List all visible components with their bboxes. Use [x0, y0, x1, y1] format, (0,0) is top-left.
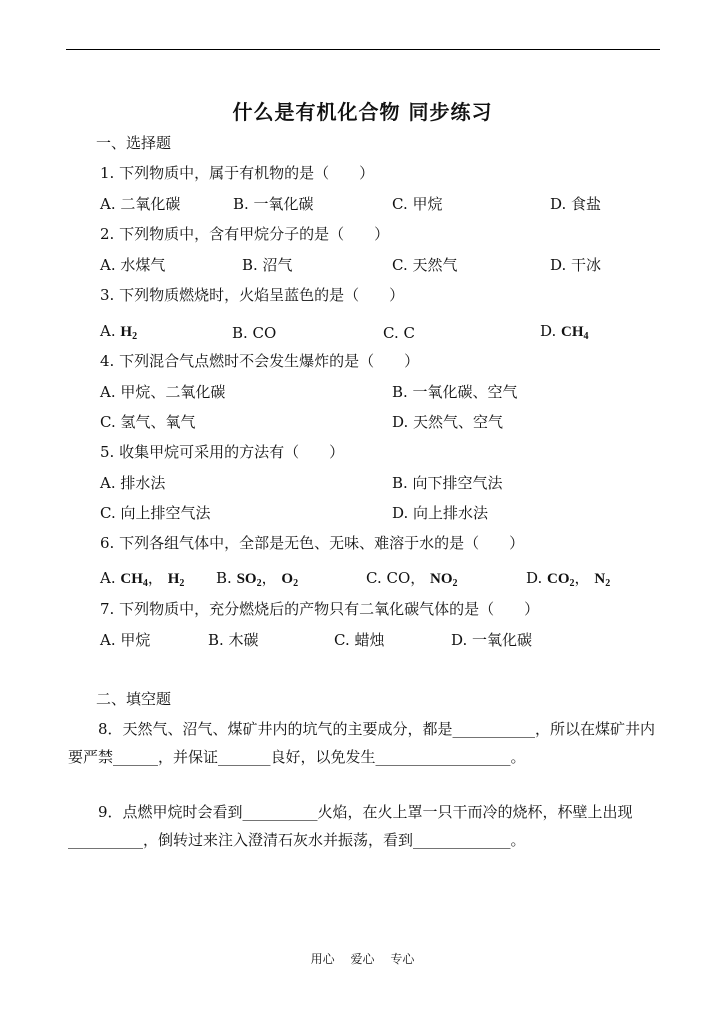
- q5-option-b: B. 向下排空气法: [392, 474, 503, 492]
- q1-option-c: C. 甲烷: [392, 195, 443, 213]
- q3-option-b: B. CO: [232, 324, 277, 342]
- separator: ，: [147, 569, 163, 587]
- q6-option-d-letter: D.: [526, 569, 543, 587]
- q6-option-b-letter: B.: [216, 569, 232, 587]
- section-heading-choice: 一、选择题: [96, 134, 172, 152]
- separator: ，: [261, 569, 277, 587]
- q4-option-d: D. 天然气、空气: [392, 413, 504, 431]
- q5-option-d: D. 向上排水法: [392, 504, 489, 522]
- q1-option-a: A. 二氧化碳: [100, 195, 181, 213]
- q6-option-c: [366, 568, 458, 594]
- q5-option-c: C. 向上排空气法: [100, 504, 211, 522]
- q2-option-c: C. 天然气: [392, 256, 458, 274]
- q4-option-b: B. 一氧化碳、空气: [392, 383, 518, 401]
- formula-o2: $O_2$: [281, 571, 299, 589]
- q4-option-c: C. 氢气、氧气: [100, 413, 196, 431]
- q7-option-b: B. 木碳: [208, 631, 259, 649]
- q1-option-d: D. 食盐: [550, 195, 602, 213]
- q6-option-b: [216, 568, 298, 594]
- question-2: 2. 下列物质中，含有甲烷分子的是（ ）: [100, 225, 390, 243]
- question-3: 3. 下列物质燃烧时，火焰呈蓝色的是（ ）: [100, 286, 405, 304]
- separator: ，: [574, 569, 590, 587]
- question-9: 9．点燃甲烷时会看到__________火焰，在火上罩一只干而冷的烧杯，杯壁上出现__________，倒转过来注入澄清石灰水并振荡，看到_____________。: [68, 803, 633, 849]
- header-rule: [66, 49, 660, 50]
- q2-option-d: D. 干冰: [550, 256, 602, 274]
- question-6: 6. 下列各组气体中，全部是无色、无味、难溶于水的是（ ）: [100, 534, 525, 552]
- q2-option-b: B. 沼气: [242, 256, 293, 274]
- question-4: 4. 下列混合气点燃时不会发生爆炸的是（ ）: [100, 352, 420, 370]
- q7-option-d: D. 一氧化碳: [451, 631, 533, 649]
- section-heading-fill: 二、填空题: [96, 690, 172, 708]
- footer-text-3: 专心: [390, 952, 415, 966]
- q3-option-a-letter: A.: [100, 322, 116, 340]
- formula-co2: $CO_2$: [547, 571, 575, 589]
- question-7: 7. 下列物质中，充分燃烧后的产物只有二氧化碳气体的是（ ）: [100, 600, 540, 618]
- formula-ch4: $CH_4$: [120, 571, 148, 589]
- page-title: 什么是有机化合物 同步练习: [232, 100, 493, 124]
- question-5: 5. 收集甲烷可采用的方法有（ ）: [100, 443, 345, 461]
- q3-option-a: [100, 321, 137, 347]
- q4-option-a: A. 甲烷、二氧化碳: [100, 383, 226, 401]
- footer-text-1: 用心: [310, 952, 335, 966]
- formula-so2: $SO_2$: [236, 571, 262, 589]
- q3-option-d-letter: D.: [540, 322, 557, 340]
- formula-n2: $N_2$: [594, 571, 611, 589]
- formula-h2: $H_2$: [167, 571, 185, 589]
- question-1: 1. 下列物质中，属于有机物的是（ ）: [100, 164, 375, 182]
- question-8: 8．天然气、沼气、煤矿井内的坑气的主要成分，都是___________，所以在煤矿井内要严禁______，并保证_______良好，以免发生__________________。: [68, 720, 656, 766]
- page-footer: [0, 950, 725, 967]
- formula-no2: $NO_2$: [430, 571, 458, 589]
- q6-option-d: [526, 568, 610, 594]
- q7-option-a: A. 甲烷: [100, 631, 151, 649]
- q7-option-c: C. 蜡烛: [334, 631, 385, 649]
- formula-h2: $H_2$: [120, 324, 138, 342]
- q2-option-a: A. 水煤气: [100, 256, 166, 274]
- q6-option-a-letter: A.: [100, 569, 116, 587]
- q6-option-a: [100, 568, 184, 594]
- formula-ch4: $CH_4$: [561, 324, 589, 342]
- q1-option-b: B. 一氧化碳: [233, 195, 314, 213]
- q3-option-d: [540, 321, 589, 347]
- q5-option-a: A. 排水法: [100, 474, 166, 492]
- footer-text-2: 爱心: [350, 952, 375, 966]
- q3-option-c: C. C: [383, 324, 415, 342]
- q6-option-c-text: C. CO，: [366, 569, 426, 587]
